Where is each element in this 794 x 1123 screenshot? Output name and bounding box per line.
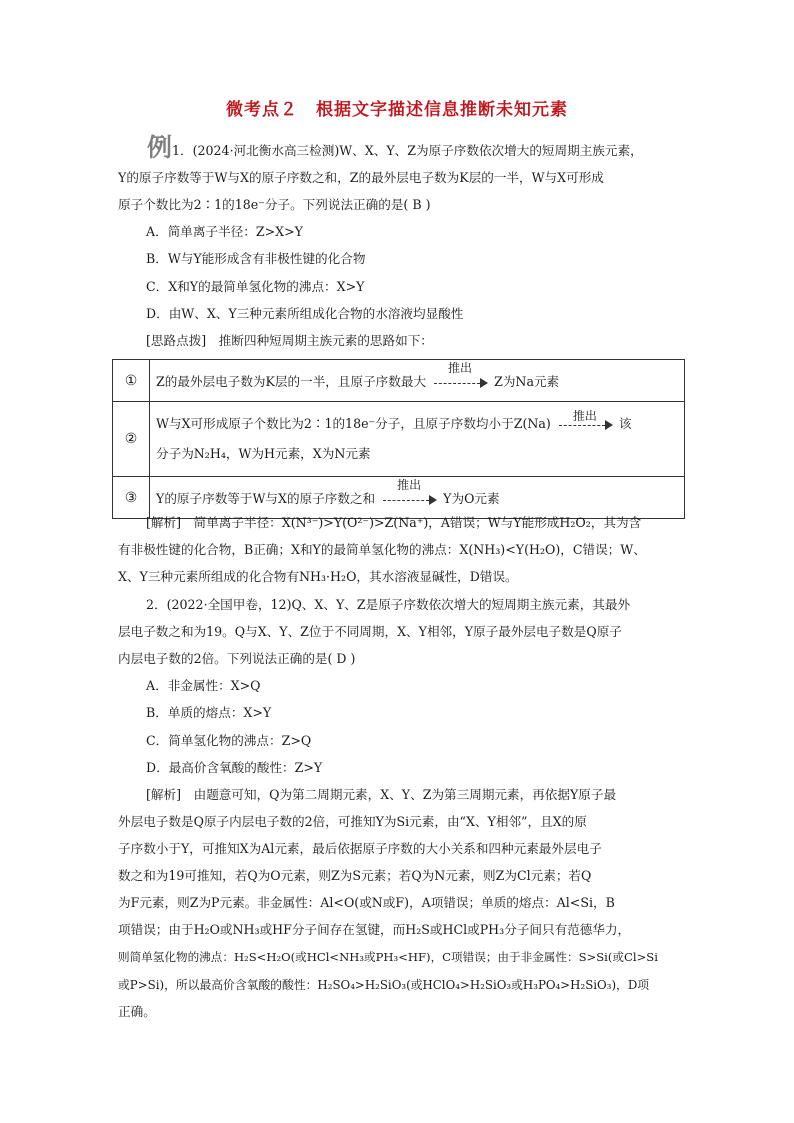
q2-analysis-line5: 为F元素，则Z为P元素。非金属性：Al<O(或N或F)，A项错误；单质的熔点：Al<Si，B [118, 895, 615, 910]
row-text [150, 402, 685, 477]
q1-stem-line1: 1．(2024·河北衡水高三检测)W、X、Y、Z为原子序数依次增大的短周期主族元素， [172, 143, 643, 158]
row-conclusion: Z为Na元素 [494, 374, 560, 389]
q1-analysis-line1: [解析] 简单离子半径：X(N³⁻)>Y(O²⁻)>Z(Na⁺)，A错误；W与Y能形成H₂O₂，其为含 [146, 515, 642, 530]
example-mark: 例 [147, 133, 173, 162]
reasoning-row [113, 360, 685, 402]
row-text [150, 360, 685, 402]
row-number: ③ [113, 477, 150, 519]
q2-stem-line2: 层电子数之和为19。Q与X、Y、Z位于不同周期，X、Y相邻，Y原子最外层电子数是Q原子 [118, 624, 622, 639]
q2-analysis-line4: 数之和为19可推知，若Q为O元素，则Z为S元素；若Q为N元素，则Z为Cl元素；若Q [118, 868, 592, 883]
q1-analysis-line3: X、Y三种元素所组成的化合物有NH₃·H₂O，其水溶液显碱性，D错误。 [118, 569, 518, 584]
row-number: ② [113, 402, 150, 477]
deduce-arrow-icon [557, 408, 613, 432]
q2-option-b: B．单质的熔点：X>Y [146, 705, 272, 720]
row-premise: Y的原子序数等于W与X的原子序数之和 [156, 491, 376, 506]
reasoning-row [113, 402, 685, 477]
arrow-label: 推出 [572, 408, 597, 423]
q2-option-d: D．最高价含氧酸的酸性：Z>Y [146, 760, 323, 775]
q1-stem-line2: Y的原子序数等于W与X的原子序数之和，Z的最外层电子数为K层的一半，W与X可形成 [118, 170, 604, 185]
row-number: ① [113, 360, 150, 402]
q2-analysis-line6: 项错误；由于H₂O或NH₃或HF分子间存在氢键，而H₂S或HCl或PH₃分子间只有范德华力， [118, 922, 631, 937]
q1-option-c: C．X和Y的最简单氢化物的沸点：X>Y [146, 279, 365, 294]
q2-analysis-line8: 或P>Si)，所以最高价含氧酸的酸性：H₂SO₄>H₂SiO₃(或HClO₄>H₂SiO₃或H₃PO₄>H₂SiO₃)，D项 [118, 978, 650, 992]
q1-analysis-line2: 有非极性键的化合物，B正确；X和Y的最简单氢化物的沸点：X(NH₃)<Y(H₂O)，C错误；W、 [118, 542, 646, 557]
q1-hint-title: [思路点拨] 推断四种短周期主族元素的思路如下： [146, 333, 433, 348]
row-conclusion: 该 [618, 416, 632, 431]
q2-stem-line1: 2．(2022·全国甲卷，12)Q、X、Y、Z是原子序数依次增大的短周期主族元素，其最外 [146, 597, 631, 612]
q2-analysis-line3: 子序数小于Y，可推知X为Al元素，最后依据原子序数的大小关系和四种元素最外层电子 [118, 841, 602, 856]
q1-option-d: D．由W、X、Y三种元素所组成化合物的水溶液均显酸性 [146, 306, 464, 321]
arrow-label: 推出 [397, 477, 422, 492]
q2-option-c: C．简单氢化物的沸点：Z>Q [146, 733, 312, 748]
q1-stem-line3: 原子个数比为2∶1的18e⁻分子。下列说法正确的是( B ) [118, 197, 431, 212]
reasoning-table [112, 359, 685, 519]
reasoning-row [113, 477, 685, 519]
q2-analysis-line2: 外层电子数是Q原子内层电子数的2倍，可推知Y为Si元素，由“X、Y相邻”，且X的原 [118, 814, 587, 829]
q1-option-b: B．W与Y能形成含有非极性键的化合物 [146, 251, 366, 266]
row-line [156, 409, 678, 439]
q2-analysis-line1: [解析] 由题意可知，Q为第二周期元素，X、Y、Z为第三周期元素，再依据Y原子最 [146, 787, 617, 802]
q1-option-a: A．简单离子半径：Z>X>Y [146, 224, 303, 239]
row-premise: Z的最外层电子数为K层的一半，且原子序数最大 [156, 374, 427, 389]
deduce-arrow-icon [381, 477, 437, 507]
q2-analysis-line9: 正确。 [118, 1004, 156, 1019]
arrow-label: 推出 [448, 360, 473, 375]
section-title: 微考点２ 根据文字描述信息推断未知元素 [226, 100, 568, 120]
row-text [150, 477, 685, 519]
row-continuation: 分子为N₂H₄，W为H元素，X为N元素 [156, 446, 371, 461]
q2-option-a: A．非金属性：X>Q [146, 678, 261, 693]
q2-stem-line3: 内层电子数的2倍。下列说法正确的是( D ) [118, 651, 356, 666]
row-premise: W与X可形成原子个数比为2∶1的18e⁻分子，且原子序数均小于Z(Na) [156, 416, 551, 431]
q2-analysis-line7: 则简单氢化物的沸点：H₂S<H₂O(或HCl<NH₃或PH₃<HF)，C项错误；由于非金属性：S>Si(或Cl>Si [118, 950, 658, 964]
deduce-arrow-icon [432, 360, 488, 390]
row-conclusion: Y为O元素 [443, 491, 500, 506]
